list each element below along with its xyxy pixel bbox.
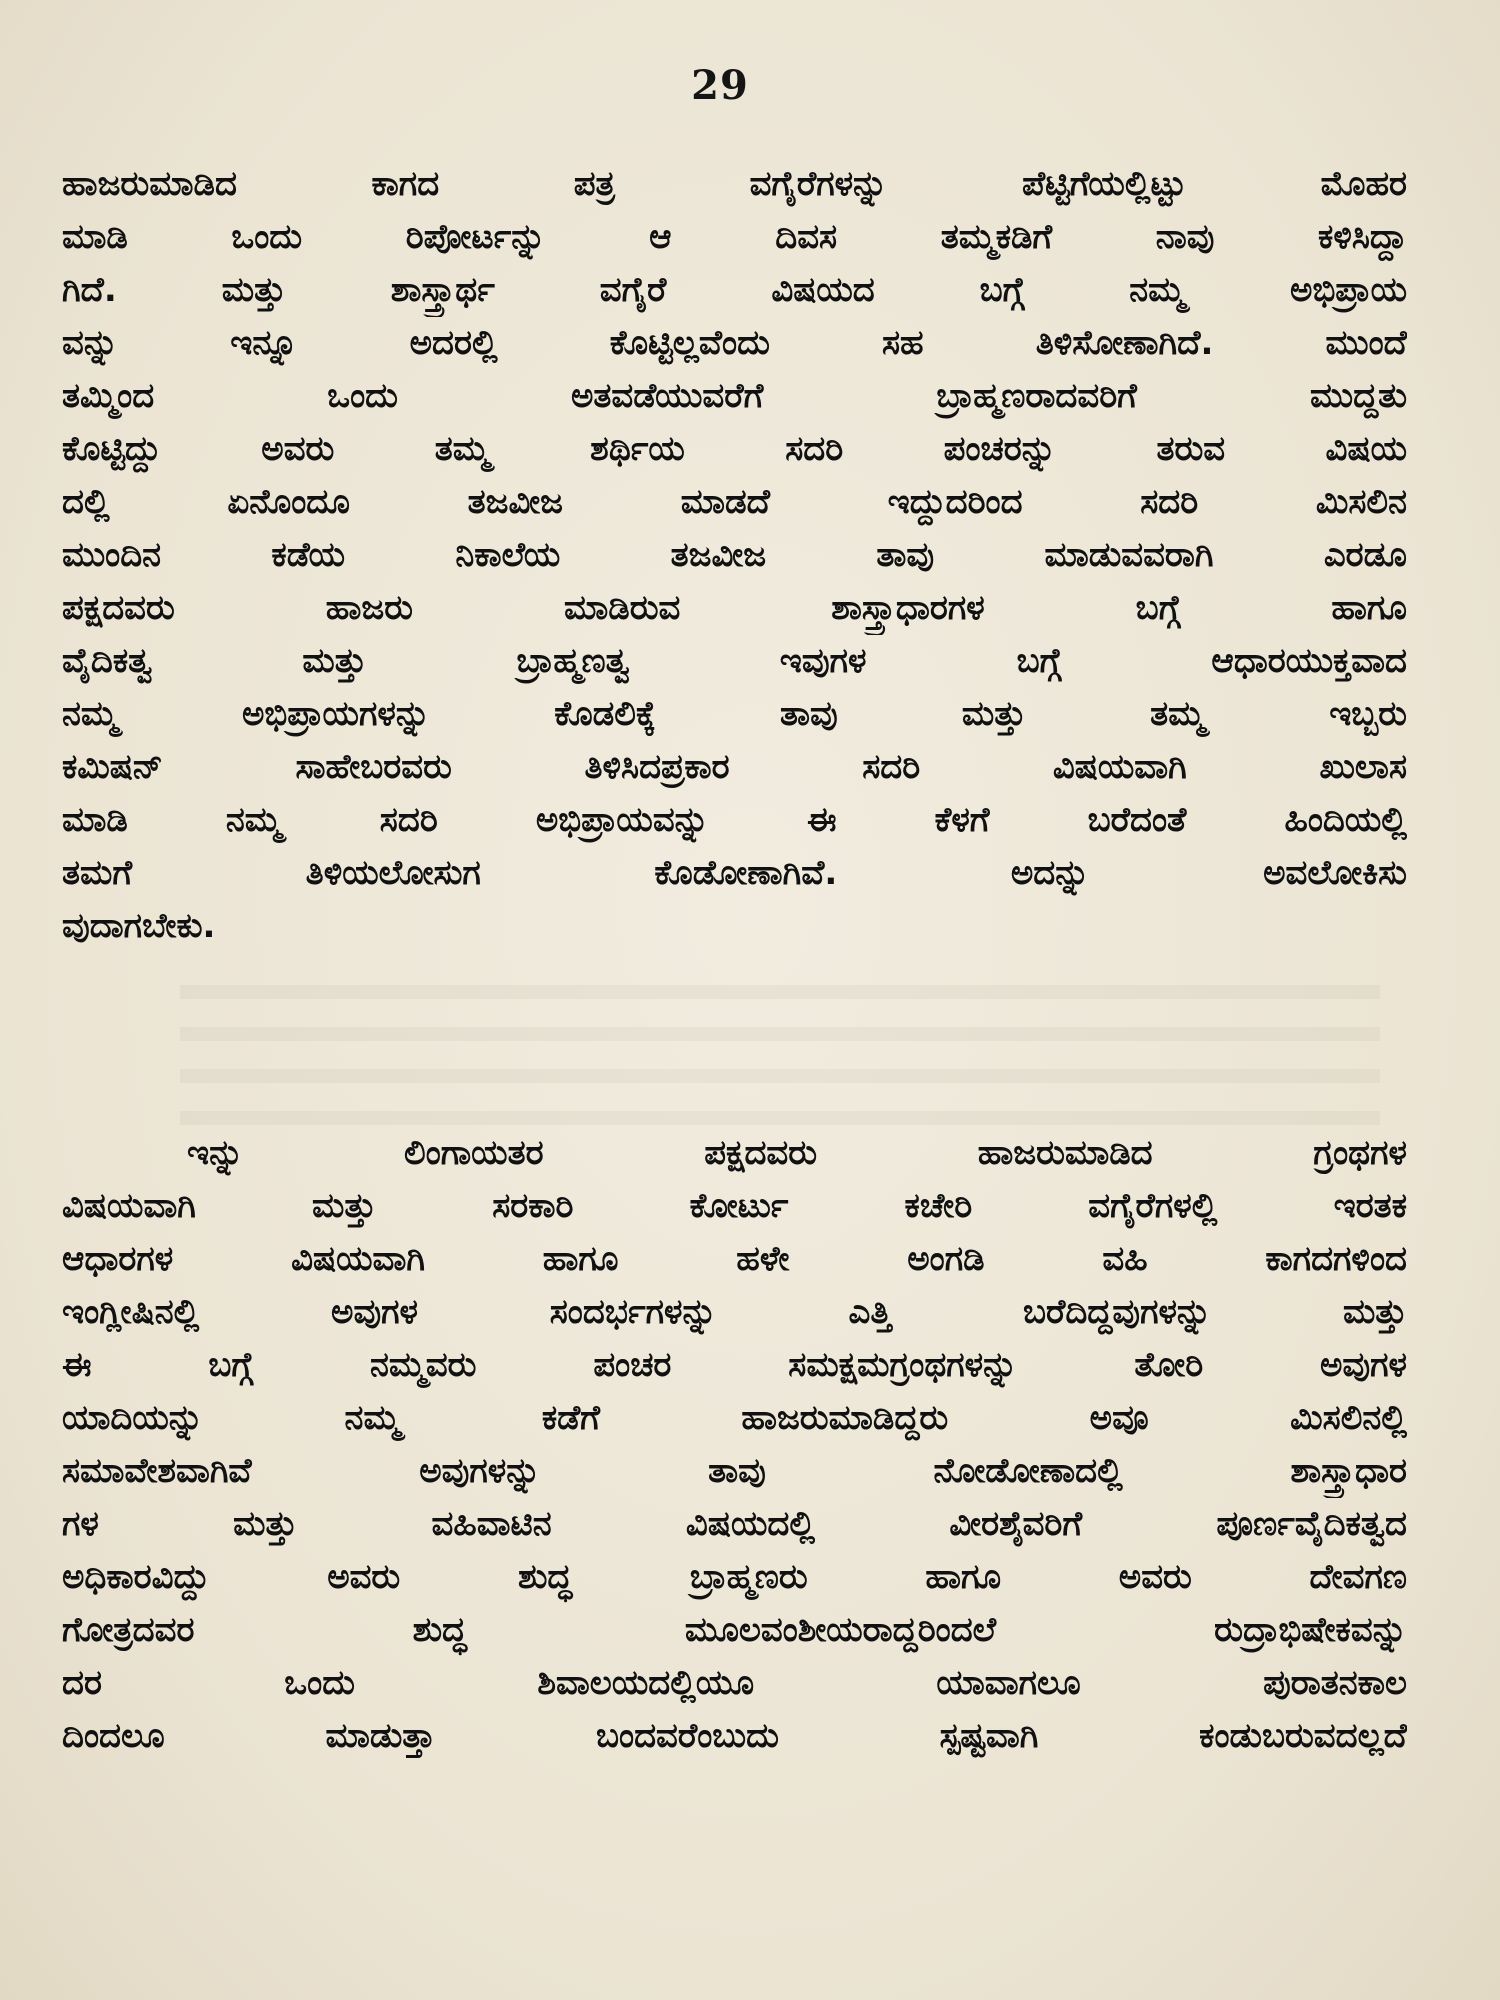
paragraph-1 xyxy=(62,158,1407,953)
text-line: ಆಧಾರಗಳ ವಿಷಯವಾಗಿ ಹಾಗೂ ಹಳೇ ಅಂಗಡಿ ವಹಿ ಕಾಗದಗಳಿಂದ xyxy=(62,1239,1407,1279)
text-line: ಮುಂದಿನ ಕಡೆಯ ನಿಕಾಲೆಯ ತಜವೀಜ ತಾವು ಮಾಡುವವರಾಗಿ ಎರಡೂ xyxy=(62,535,1407,575)
text-line: ಗಳ ಮತ್ತು ವಹಿವಾಟಿನ ವಿಷಯದಲ್ಲಿ ವೀರಶೈವರಿಗೆ ಪೂರ್ಣವೈದಿಕತ್ವದ xyxy=(62,1504,1407,1544)
text-line: ಹಾಜರುಮಾಡಿದ ಕಾಗದ ಪತ್ರ ವಗೈರೆಗಳನ್ನು ಪೆಟ್ಟಿಗೆಯಲ್ಲಿಟ್ಟು ಮೊಹರ xyxy=(62,164,1407,204)
text-line: ವುದಾಗಬೇಕು. xyxy=(62,906,216,946)
text-line: ಸಮಾವೇಶವಾಗಿವೆ ಅವುಗಳನ್ನು ತಾವು ನೋಡೋಣಾದಲ್ಲಿ ಶಾಸ್ತ್ರಾಧಾರ xyxy=(62,1451,1407,1491)
text-line: ದಿಂದಲೂ ಮಾಡುತ್ತಾ ಬಂದವರೆಂಬುದು ಸ್ಪಷ್ಟವಾಗಿ ಕಂಡುಬರುವದಲ್ಲದೆ xyxy=(62,1716,1407,1756)
text-line: ಅಧಿಕಾರವಿದ್ದು ಅವರು ಶುದ್ಧ ಬ್ರಾಹ್ಮಣರು ಹಾಗೂ ಅವರು ದೇವಗಣ xyxy=(62,1557,1407,1597)
text-line: ಕೊಟ್ಟಿದ್ದು ಅವರು ತಮ್ಮ ಶರ್ಥಿಯ ಸದರಿ ಪಂಚರನ್ನು ತರುವ ವಿಷಯ xyxy=(62,429,1407,469)
text-line: ನಮ್ಮ ಅಭಿಪ್ರಾಯಗಳನ್ನು ಕೊಡಲಿಕ್ಕೆ ತಾವು ಮತ್ತು ತಮ್ಮ ಇಬ್ಬರು xyxy=(62,694,1407,734)
text-line: ದರ ಒಂದು ಶಿವಾಲಯದಲ್ಲಿಯೂ ಯಾವಾಗಲೂ ಪುರಾತನಕಾಲ xyxy=(62,1663,1407,1703)
text-line: ದಲ್ಲಿ ಏನೊಂದೂ ತಜವೀಜ ಮಾಡದೆ ಇದ್ದುದರಿಂದ ಸದರಿ ಮಿಸಲಿನ xyxy=(62,482,1407,522)
text-line: ಯಾದಿಯನ್ನು ನಮ್ಮ ಕಡೆಗೆ ಹಾಜರುಮಾಡಿದ್ದರು ಅವೂ ಮಿಸಲಿನಲ್ಲಿ xyxy=(62,1398,1407,1438)
text-line: ಗೋತ್ರದವರ ಶುದ್ಧ ಮೂಲವಂಶೀಯರಾದ್ದರಿಂದಲೆ ರುದ್ರಾಭಿಷೇಕವನ್ನು xyxy=(62,1610,1407,1650)
text-line: ವಿಷಯವಾಗಿ ಮತ್ತು ಸರಕಾರಿ ಕೋರ್ಟು ಕಚೇರಿ ವಗೈರೆಗಳಲ್ಲಿ ಇರತಕ xyxy=(62,1186,1407,1226)
text-line: ಇಂಗ್ಲೀಷಿನಲ್ಲಿ ಅವುಗಳ ಸಂದರ್ಭಗಳನ್ನು ಎತ್ತಿ ಬರೆದಿದ್ದವುಗಳನ್ನು ಮತ್ತು xyxy=(62,1292,1407,1332)
text-line: ಮಾಡಿ ನಮ್ಮ ಸದರಿ ಅಭಿಪ್ರಾಯವನ್ನು ಈ ಕೆಳಗೆ ಬರೆದಂತೆ ಹಿಂದಿಯಲ್ಲಿ xyxy=(62,800,1407,840)
text-line: ಗಿದೆ. ಮತ್ತು ಶಾಸ್ತ್ರಾರ್ಥ ವಗೈರೆ ವಿಷಯದ ಬಗ್ಗೆ ನಮ್ಮ ಅಭಿಪ್ರಾಯ xyxy=(62,270,1407,310)
text-line: ವೈದಿಕತ್ವ ಮತ್ತು ಬ್ರಾಹ್ಮಣತ್ವ ಇವುಗಳ ಬಗ್ಗೆ ಆಧಾರಯುಕ್ತವಾದ xyxy=(62,641,1407,681)
text-line: ಮಾಡಿ ಒಂದು ರಿಪೋರ್ಟನ್ನು ಆ ದಿವಸ ತಮ್ಮಕಡಿಗೆ ನಾವು ಕಳಿಸಿದ್ದಾ xyxy=(62,217,1407,257)
show-through-text xyxy=(180,985,1380,1125)
paragraph-2 xyxy=(62,1127,1407,1763)
text-line: ಕಮಿಷನ್ ಸಾಹೇಬರವರು ತಿಳಿಸಿದಪ್ರಕಾರ ಸದರಿ ವಿಷಯವಾಗಿ ಖುಲಾಸ xyxy=(62,747,1407,787)
text-line: ಈ ಬಗ್ಗೆ ನಮ್ಮವರು ಪಂಚರ ಸಮಕ್ಷಮಗ್ರಂಥಗಳನ್ನು ತೋರಿ ಅವುಗಳ xyxy=(62,1345,1407,1385)
text-line: ತಮಗೆ ತಿಳಿಯಲೋಸುಗ ಕೊಡೋಣಾಗಿವೆ. ಅದನ್ನು ಅವಲೋಕಿಸು xyxy=(62,853,1407,893)
text-line: ತಮ್ಮಿಂದ ಒಂದು ಅತವಡೆಯುವರೆಗೆ ಬ್ರಾಹ್ಮಣರಾದವರಿಗೆ ಮುದ್ದತು xyxy=(62,376,1407,416)
text-line: ವನ್ನು ಇನ್ನೂ ಅದರಲ್ಲಿ ಕೊಟ್ಟಿಲ್ಲವೆಂದು ಸಹ ತಿಳಿಸೋಣಾಗಿದೆ. ಮುಂದೆ xyxy=(62,323,1407,363)
text-line: ಇನ್ನು ಲಿಂಗಾಯತರ ಪಕ್ಷದವರು ಹಾಜರುಮಾಡಿದ ಗ್ರಂಥಗಳ xyxy=(187,1133,1407,1173)
text-line: ಪಕ್ಷದವರು ಹಾಜರು ಮಾಡಿರುವ ಶಾಸ್ತ್ರಾಧಾರಗಳ ಬಗ್ಗೆ ಹಾಗೂ xyxy=(62,588,1407,628)
page-number: 29 xyxy=(691,62,749,109)
